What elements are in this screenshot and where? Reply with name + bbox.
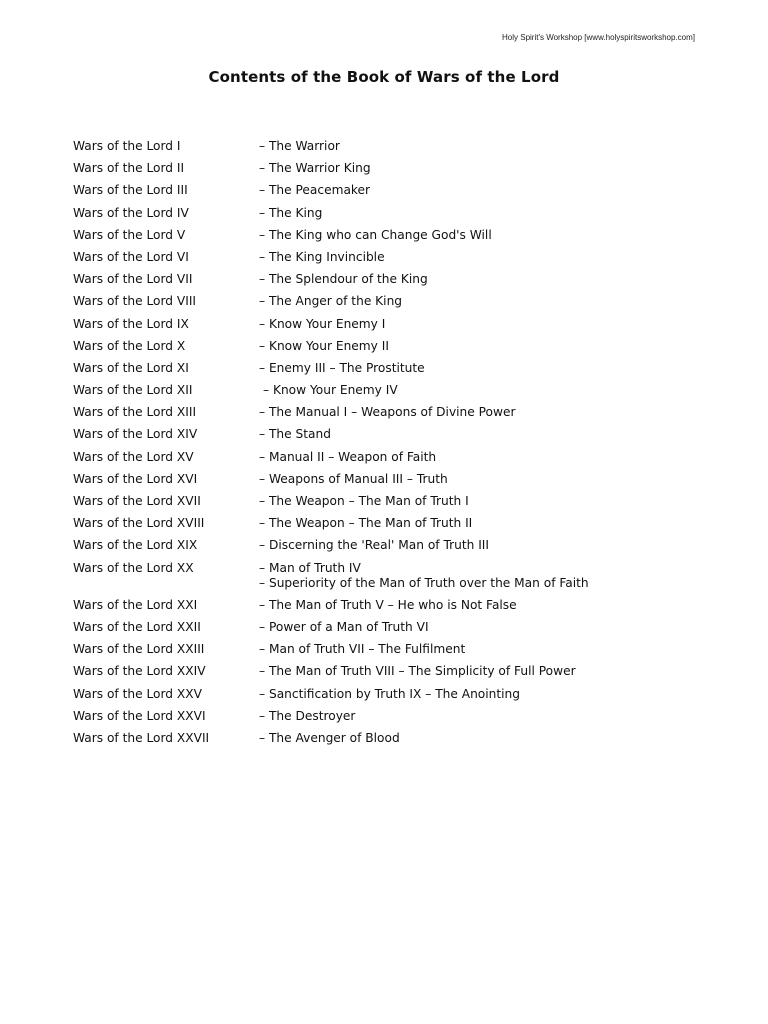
toc-title-line: – Manual II – Weapon of Faith bbox=[259, 449, 437, 464]
toc-row bbox=[73, 228, 713, 243]
toc-title-line: – Enemy III – The Prostitute bbox=[259, 360, 425, 375]
toc-title-line: – The Anger of the King bbox=[259, 294, 403, 309]
toc-title-line: – The Man of Truth VIII – The Simplicity of Full Power bbox=[259, 664, 576, 679]
toc-row bbox=[73, 427, 713, 442]
toc-row bbox=[73, 664, 713, 679]
toc-title-line: – Man of Truth VII – The Fulfilment bbox=[259, 642, 466, 657]
toc-title-line: – The Man of Truth V – He who is Not False bbox=[259, 597, 517, 612]
toc-chapter-title bbox=[259, 139, 713, 154]
toc-chapter-title bbox=[259, 206, 713, 221]
table-of-contents bbox=[73, 139, 713, 753]
toc-chapter-label: Wars of the Lord XVII bbox=[73, 494, 201, 508]
toc-title-line: – The Splendour of the King bbox=[259, 272, 428, 287]
toc-title-line: – Weapons of Manual III – Truth bbox=[259, 471, 448, 486]
toc-row bbox=[73, 731, 713, 746]
toc-chapter-label: Wars of the Lord XIV bbox=[73, 427, 198, 442]
toc-row bbox=[73, 561, 713, 591]
toc-row bbox=[73, 687, 713, 702]
toc-chapter-label: Wars of the Lord XVI bbox=[73, 471, 198, 486]
toc-chapter-title bbox=[259, 383, 713, 398]
toc-row bbox=[73, 161, 713, 176]
toc-title-line: – The Warrior bbox=[259, 139, 340, 153]
toc-chapter-title bbox=[259, 731, 713, 746]
toc-row bbox=[73, 538, 713, 553]
toc-row bbox=[73, 620, 713, 635]
toc-row bbox=[73, 472, 713, 487]
toc-chapter-title bbox=[259, 183, 713, 198]
toc-chapter-label: Wars of the Lord VIII bbox=[73, 294, 197, 309]
toc-chapter-label: Wars of the Lord VII bbox=[73, 272, 193, 287]
toc-row bbox=[73, 339, 713, 354]
toc-title-line: – Power of a Man of Truth VI bbox=[259, 619, 429, 634]
toc-chapter-label: Wars of the Lord IX bbox=[73, 316, 189, 331]
toc-chapter-title bbox=[259, 427, 713, 442]
toc-title-line: – Sanctification by Truth IX – The Anointing bbox=[259, 686, 520, 701]
toc-row bbox=[73, 183, 713, 198]
toc-title-line: – Man of Truth IV bbox=[259, 560, 361, 575]
toc-chapter-label: Wars of the Lord XXII bbox=[73, 619, 201, 634]
toc-row bbox=[73, 317, 713, 332]
toc-chapter-label: Wars of the Lord XX bbox=[73, 560, 194, 575]
toc-row bbox=[73, 272, 713, 287]
toc-title-line: – The Avenger of Blood bbox=[259, 730, 400, 745]
toc-row bbox=[73, 709, 713, 724]
toc-title-line: – The King Invincible bbox=[259, 249, 385, 264]
toc-chapter-title bbox=[259, 709, 713, 724]
toc-title-line: – The Manual I – Weapons of Divine Power bbox=[259, 405, 516, 420]
toc-row bbox=[73, 361, 713, 376]
toc-title-line: – Know Your Enemy I bbox=[259, 316, 386, 331]
toc-chapter-label: Wars of the Lord XVIII bbox=[73, 516, 205, 531]
toc-chapter-title bbox=[259, 228, 713, 243]
page-header: Holy Spirit's Workshop [www.holyspiritsworkshop.com] bbox=[502, 33, 695, 42]
toc-chapter-label: Wars of the Lord XXV bbox=[73, 686, 202, 701]
toc-row bbox=[73, 450, 713, 465]
toc-chapter-label: Wars of the Lord I bbox=[73, 139, 181, 153]
toc-title-line: – The Destroyer bbox=[259, 708, 356, 723]
toc-title-line: – The Weapon – The Man of Truth II bbox=[259, 516, 473, 531]
toc-chapter-title bbox=[259, 598, 713, 613]
toc-chapter-title bbox=[259, 272, 713, 287]
toc-row bbox=[73, 642, 713, 657]
toc-chapter-title bbox=[259, 339, 713, 354]
toc-chapter-title bbox=[259, 161, 713, 176]
page-title: Contents of the Book of Wars of the Lord bbox=[208, 68, 560, 86]
toc-chapter-label: Wars of the Lord XXIV bbox=[73, 664, 206, 679]
toc-row bbox=[73, 598, 713, 613]
toc-row bbox=[73, 294, 713, 309]
toc-chapter-label: Wars of the Lord XXIII bbox=[73, 642, 205, 657]
toc-title-line: – The Stand bbox=[259, 427, 331, 442]
toc-chapter-label: Wars of the Lord X bbox=[73, 338, 186, 353]
toc-chapter-title bbox=[259, 538, 713, 553]
toc-chapter-label: Wars of the Lord XIII bbox=[73, 405, 197, 420]
toc-title-line: – Know Your Enemy II bbox=[259, 338, 389, 353]
toc-chapter-title bbox=[259, 472, 713, 487]
toc-chapter-title bbox=[259, 405, 713, 420]
toc-title-line: – The Weapon – The Man of Truth I bbox=[259, 494, 469, 508]
toc-chapter-title bbox=[259, 294, 713, 309]
toc-row bbox=[73, 405, 713, 420]
toc-chapter-title bbox=[259, 516, 713, 531]
toc-chapter-title bbox=[259, 250, 713, 265]
toc-row bbox=[73, 206, 713, 221]
toc-title-line: – The Warrior King bbox=[259, 161, 371, 176]
toc-title-line: – Discerning the 'Real' Man of Truth III bbox=[259, 538, 490, 553]
toc-chapter-title bbox=[259, 494, 713, 509]
toc-title-line: – The King bbox=[259, 205, 323, 220]
toc-row bbox=[73, 494, 713, 509]
toc-chapter-label: Wars of the Lord VI bbox=[73, 249, 189, 264]
toc-chapter-title bbox=[259, 687, 713, 702]
toc-chapter-label: Wars of the Lord XIX bbox=[73, 538, 198, 553]
toc-row bbox=[73, 139, 713, 154]
toc-chapter-label: Wars of the Lord XI bbox=[73, 360, 189, 375]
toc-chapter-label: Wars of the Lord XXI bbox=[73, 597, 198, 612]
toc-chapter-title bbox=[259, 620, 713, 635]
toc-chapter-title bbox=[259, 450, 713, 465]
toc-chapter-label: Wars of the Lord III bbox=[73, 183, 188, 198]
toc-chapter-label: Wars of the Lord IV bbox=[73, 205, 189, 220]
toc-chapter-label: Wars of the Lord XXVI bbox=[73, 708, 206, 723]
toc-chapter-title bbox=[259, 664, 713, 679]
toc-row bbox=[73, 516, 713, 531]
toc-chapter-title bbox=[259, 561, 713, 591]
toc-chapter-label: Wars of the Lord XXVII bbox=[73, 730, 210, 745]
toc-chapter-title bbox=[259, 361, 713, 376]
toc-title-line: – The Peacemaker bbox=[259, 183, 371, 198]
toc-chapter-label: Wars of the Lord II bbox=[73, 161, 185, 176]
toc-chapter-label: Wars of the Lord XII bbox=[73, 383, 193, 398]
toc-chapter-title bbox=[259, 642, 713, 657]
toc-chapter-title bbox=[259, 317, 713, 332]
toc-title-line: – Superiority of the Man of Truth over the Man of Faith bbox=[259, 575, 589, 590]
toc-chapter-label: Wars of the Lord XV bbox=[73, 449, 194, 464]
toc-chapter-label: Wars of the Lord V bbox=[73, 227, 186, 242]
toc-row bbox=[73, 250, 713, 265]
toc-row bbox=[73, 383, 713, 398]
toc-title-line: – Know Your Enemy IV bbox=[263, 383, 398, 398]
toc-title-line: – The King who can Change God's Will bbox=[259, 227, 492, 242]
